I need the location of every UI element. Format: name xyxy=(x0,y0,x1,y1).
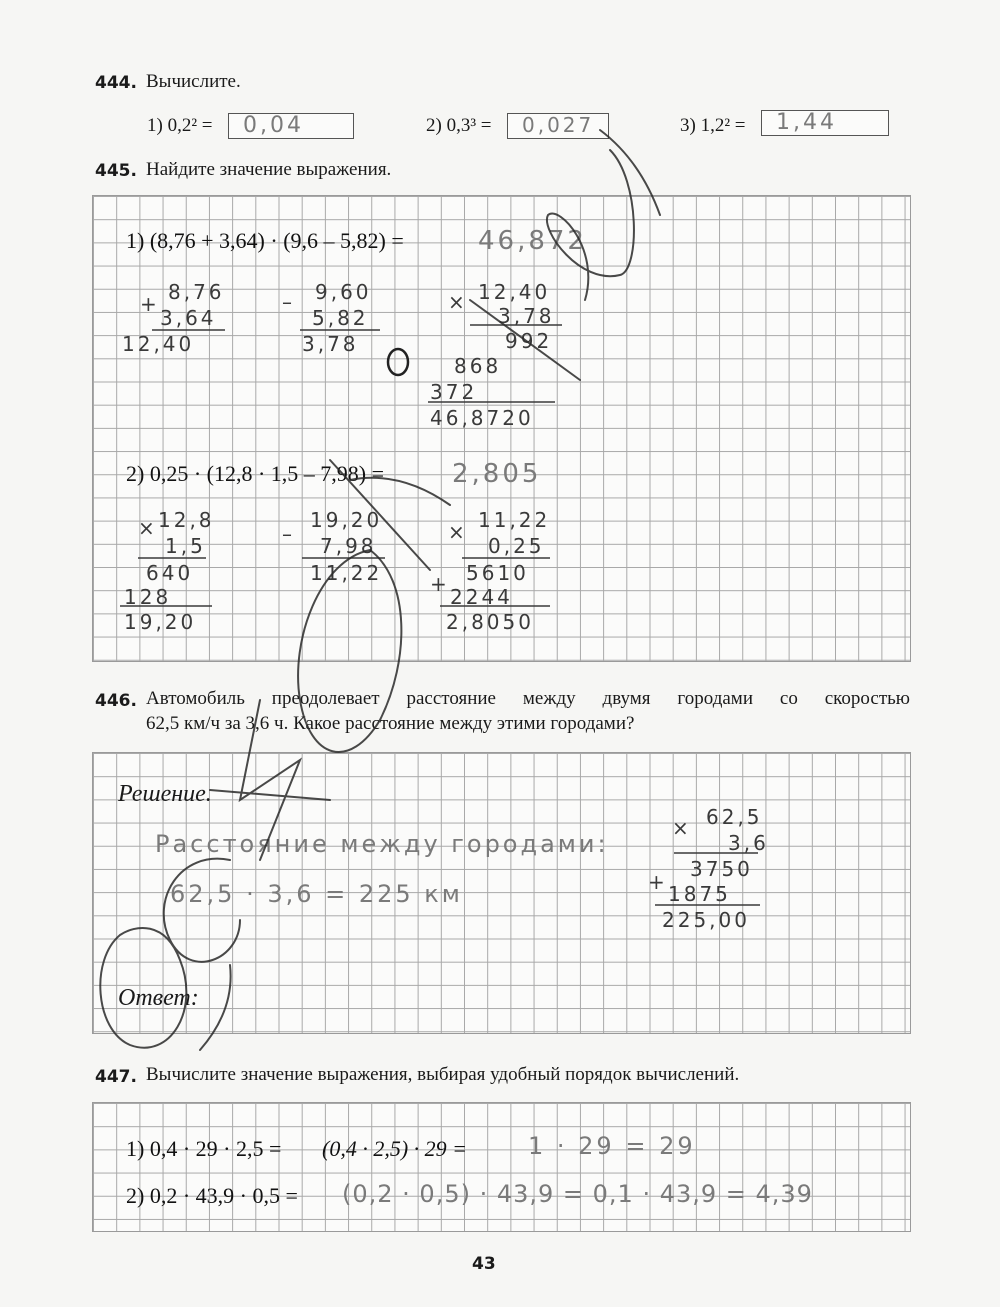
work2-mul2-b: 0,25 xyxy=(488,534,545,558)
work2-mul1-result: 19,20 xyxy=(124,610,197,634)
work1-mul-p3: 372 xyxy=(430,380,478,404)
work1-sub-result: 3,78 xyxy=(302,332,359,356)
task-444-text: Вычислите. xyxy=(146,71,241,92)
task-445-text: Найдите значение выражения. xyxy=(146,159,392,180)
scribble-stroke xyxy=(210,790,330,800)
task-446-solution-line2: 62,5 · 3,6 = 225 км xyxy=(170,880,463,908)
work1-add-a: 8,76 xyxy=(168,280,225,304)
task-444-item3-answer: 1,44 xyxy=(776,110,837,135)
work1-add-sign: + xyxy=(140,292,160,316)
task-446-work-plus: + xyxy=(648,870,668,894)
task-445-answer1: 46,872 xyxy=(478,226,587,256)
watermark-scribble xyxy=(100,130,660,1050)
scribble-stroke xyxy=(470,300,580,380)
scribble-stroke xyxy=(298,550,401,752)
task-446-work-b: 3,6 xyxy=(728,831,769,855)
work2-mul1-a: 12,8 xyxy=(158,508,215,532)
work1-add-result: 12,40 xyxy=(122,332,195,356)
scribble-stroke xyxy=(350,478,450,505)
task-444-number: 444. xyxy=(95,73,137,93)
task-444-item1-label: 1) 0,2² = xyxy=(147,115,213,136)
work2-mul2-p2: 2244 xyxy=(450,585,513,609)
task-446-work-a: 62,5 xyxy=(706,805,763,829)
task-446-work-sign: × xyxy=(672,816,692,840)
arithmetic-underlines xyxy=(120,325,760,905)
task-445-expr1: 1) (8,76 + 3,64) · (9,6 – 5,82) = xyxy=(126,228,404,253)
scribble-stroke xyxy=(600,130,660,215)
task-446-solution-label: Решение. xyxy=(118,781,212,807)
work1-mul-result: 46,8720 xyxy=(430,406,534,430)
work1-mul-p1: 992 xyxy=(505,329,553,353)
task-446-number: 446. xyxy=(95,691,137,711)
scribble-stroke xyxy=(330,460,430,570)
work2-sub-b: 7,98 xyxy=(320,534,377,558)
task-446-solution-line1: Расстояние между городами: xyxy=(155,830,609,858)
task-446-text-line1: Автомобиль преодолевает расстояние между двумя городами со скоростью xyxy=(146,688,910,709)
task-447-answer2: (0,2 · 0,5) · 43,9 = 0,1 · 43,9 = 4,39 xyxy=(342,1180,813,1208)
task-444-item1-answer: 0,04 xyxy=(243,113,304,138)
task-447-expr1-given: (0,4 · 2,5) · 29 = xyxy=(322,1136,467,1161)
task-446-answer-label: Ответ: xyxy=(118,985,199,1011)
work2-sub-sign: – xyxy=(282,522,295,546)
work1-sub-a: 9,60 xyxy=(315,280,372,304)
task-446-work-result: 225,00 xyxy=(662,908,750,932)
work1-sub-sign: – xyxy=(282,290,295,314)
work2-sub-result: 11,22 xyxy=(310,561,383,585)
work1-mul-sign: × xyxy=(448,290,468,314)
work1-add-b: 3,64 xyxy=(160,306,217,330)
page-number: 43 xyxy=(472,1254,496,1274)
work2-mul2-sign: × xyxy=(448,520,468,544)
work1-mul-p2: 868 xyxy=(454,354,502,378)
work2-mul2-result: 2,8050 xyxy=(446,610,534,634)
work2-mul1-p1: 640 xyxy=(146,561,194,585)
stray-zero-mark xyxy=(388,349,408,375)
work2-mul2-p1: 5610 xyxy=(466,561,529,585)
task-447-number: 447. xyxy=(95,1067,137,1087)
task-445-expr2: 2) 0,25 · (12,8 · 1,5 – 7,98) = xyxy=(126,461,385,486)
task-446-text-line2: 62,5 км/ч за 3,6 ч. Какое расстояние между этими городами? xyxy=(146,713,635,734)
task-444-item2-answer: 0,027 xyxy=(522,113,595,137)
scribble-stroke xyxy=(200,965,231,1050)
work2-mul1-p2: 128 xyxy=(124,585,172,609)
work2-mul1-sign: × xyxy=(138,516,158,540)
task-445-answer2: 2,805 xyxy=(452,459,542,489)
task-446-work-p2: 1875 xyxy=(668,882,731,906)
scribble-stroke xyxy=(240,700,300,860)
work2-mul2-a: 11,22 xyxy=(478,508,551,532)
task-447-answer1: 1 · 29 = 29 xyxy=(528,1132,696,1160)
work2-sub-a: 19,20 xyxy=(310,508,383,532)
task-447-expr2: 2) 0,2 · 43,9 · 0,5 = xyxy=(126,1183,298,1208)
task-444-item3-label: 3) 1,2² = xyxy=(680,115,746,136)
work1-mul-b: 3,78 xyxy=(498,304,555,328)
scribble-stroke xyxy=(547,150,634,300)
task-445-number: 445. xyxy=(95,161,137,181)
work1-sub-b: 5,82 xyxy=(312,306,369,330)
task-444-item2-label: 2) 0,3³ = xyxy=(426,115,492,136)
work2-mul2-plus: + xyxy=(430,572,450,596)
work2-mul1-b: 1,5 xyxy=(165,534,206,558)
work1-mul-a: 12,40 xyxy=(478,280,551,304)
task-447-expr1: 1) 0,4 · 29 · 2,5 = xyxy=(126,1136,282,1161)
scribble-stroke xyxy=(164,859,240,962)
task-447-text: Вычислите значение выражения, выбирая удобный порядок вычислений. xyxy=(146,1064,740,1085)
task-446-work-p1: 3750 xyxy=(690,857,753,881)
scribble-stroke xyxy=(100,928,186,1048)
